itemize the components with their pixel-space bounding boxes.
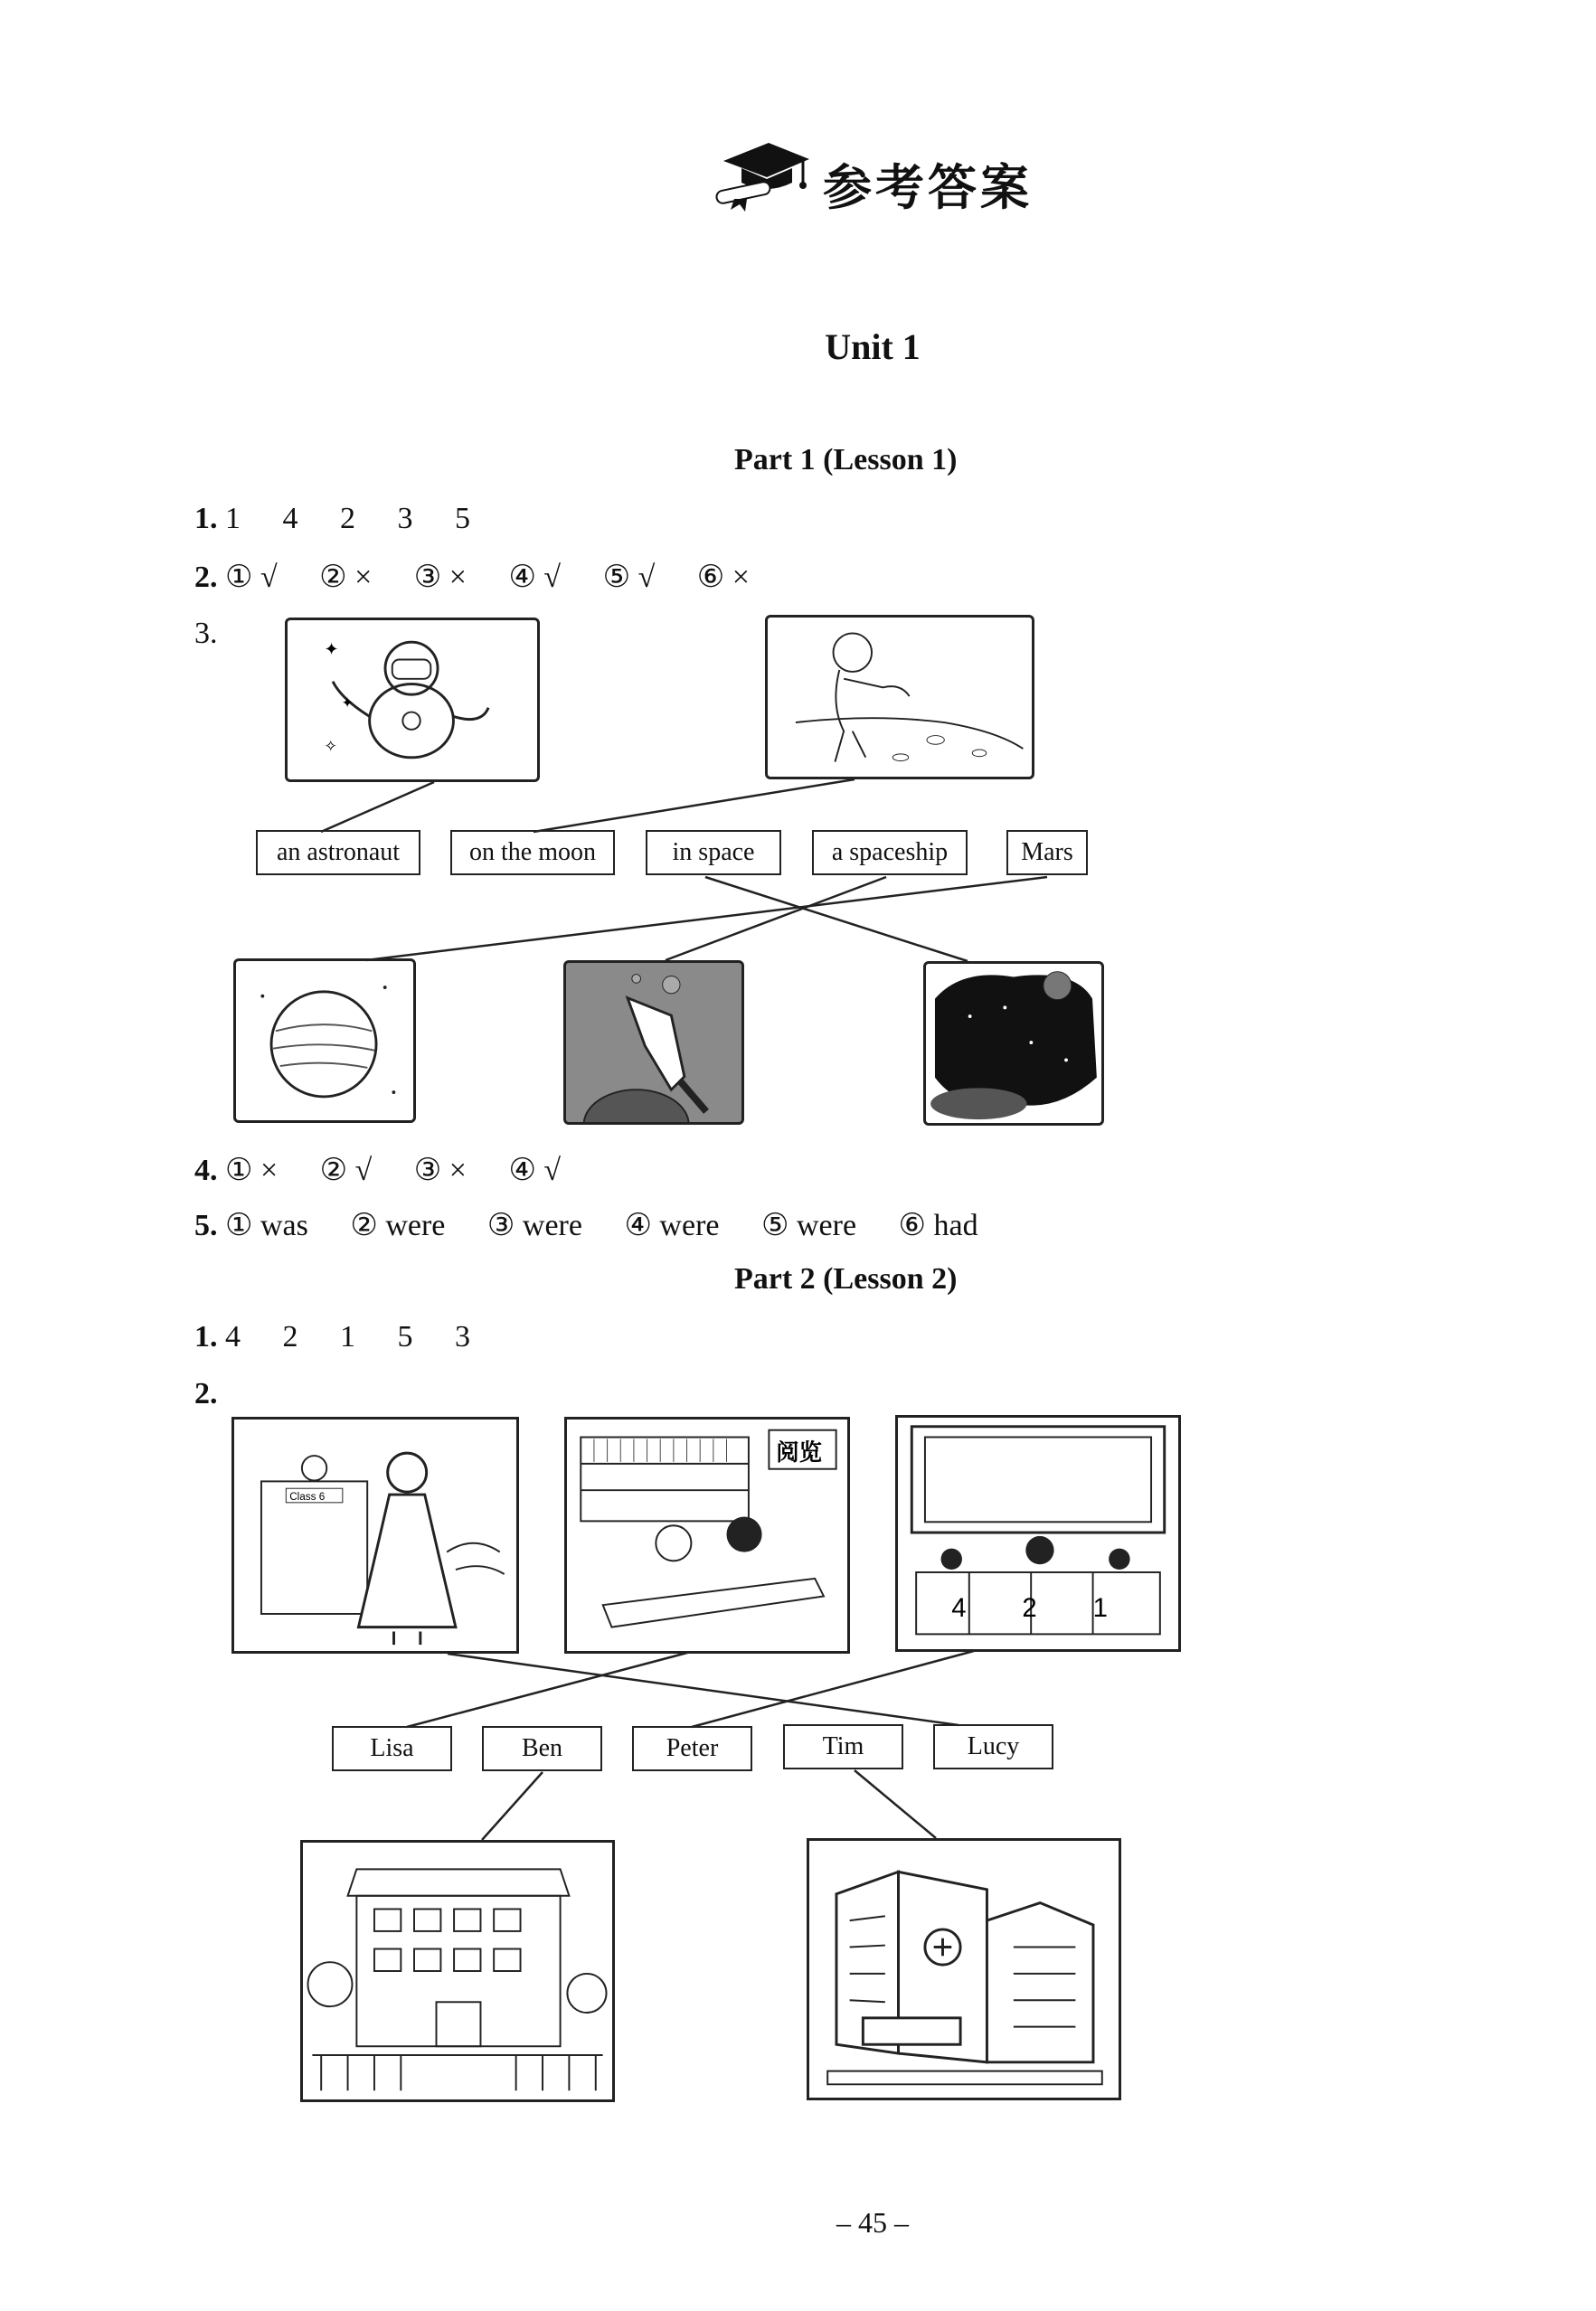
- q-number: 4.: [194, 1154, 218, 1187]
- q-number: 5.: [194, 1209, 218, 1242]
- mars-picture: [233, 958, 416, 1123]
- part2-q2-number: 2.: [194, 1377, 218, 1410]
- part1-title: Part 1 (Lesson 1): [734, 443, 958, 476]
- spaceship-picture: [563, 960, 744, 1125]
- unit-title: Unit 1: [825, 326, 921, 367]
- school-girl-picture: [231, 1417, 519, 1654]
- svg-text:✦: ✦: [324, 640, 339, 660]
- school-building-picture: [300, 1840, 615, 2102]
- astronaut-picture: [285, 618, 540, 782]
- cinema-picture: [895, 1415, 1181, 1652]
- svg-text:✦: ✦: [341, 695, 354, 712]
- label-peter: Peter: [632, 1726, 752, 1771]
- label-in-space: in space: [646, 830, 781, 875]
- page-number: – 45 –: [836, 2206, 909, 2239]
- label-lisa: Lisa: [332, 1726, 452, 1771]
- graduation-cap-icon: [714, 136, 814, 212]
- q-number: 1.: [194, 1320, 218, 1354]
- q-number: 2.: [194, 561, 218, 594]
- svg-text:✧: ✧: [324, 737, 337, 756]
- hospital-picture: [807, 1838, 1121, 2100]
- label-a-spaceship: a spaceship: [812, 830, 968, 875]
- space-picture: [923, 961, 1104, 1126]
- seat-number: 4: [951, 1592, 967, 1623]
- part2-q1: 1. 4 2 1 5 3: [194, 1320, 470, 1354]
- label-lucy: Lucy: [933, 1724, 1053, 1769]
- label-on-the-moon: on the moon: [450, 830, 615, 875]
- label-mars: Mars: [1006, 830, 1088, 875]
- label-ben: Ben: [482, 1726, 602, 1771]
- seat-number: 2: [1022, 1592, 1037, 1623]
- class-sign: Class 6: [289, 1490, 326, 1503]
- part1-q1: 1. 1 4 2 3 5: [194, 502, 470, 535]
- part1-q5: 5. ① was ② were ③ were ④ were ⑤ were ⑥ had: [194, 1209, 978, 1242]
- label-an-astronaut: an astronaut: [256, 830, 420, 875]
- astronaut-on-moon-picture: [765, 615, 1034, 779]
- library-picture: [564, 1417, 850, 1654]
- seat-number: 1: [1092, 1592, 1108, 1623]
- page-title: 参考答案: [823, 158, 1033, 216]
- part1-q4: 4. ① × ② √ ③ × ④ √: [194, 1154, 562, 1187]
- q-number: 1.: [194, 502, 218, 535]
- reading-room-sign: 阅览: [776, 1438, 822, 1466]
- part2-title: Part 2 (Lesson 2): [734, 1262, 958, 1296]
- label-tim: Tim: [783, 1724, 903, 1769]
- part1-q3-number: 3.: [194, 617, 218, 650]
- part1-q2: 2. ① √ ② × ③ × ④ √ ⑤ √ ⑥ ×: [194, 561, 750, 594]
